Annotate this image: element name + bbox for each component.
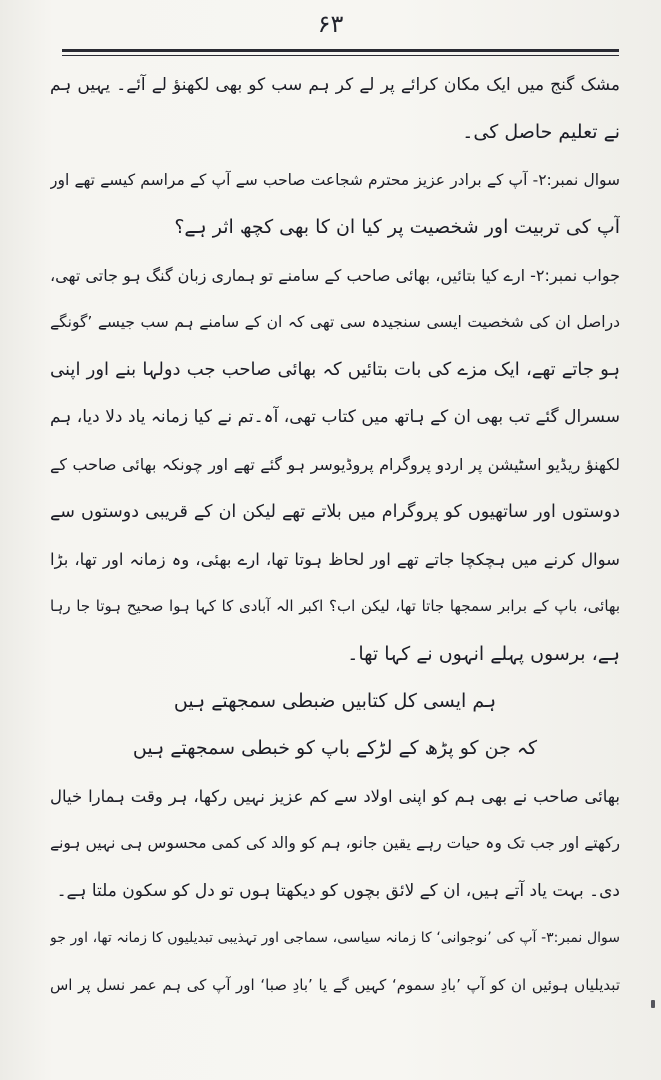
text-line: سوال کرنے میں ہچکچا جاتے تھے اور لحاظ ہوتا تھا، ارے بھئی، وہ زمانہ اور تھا، بڑا bbox=[50, 549, 620, 569]
page-edge-mark bbox=[651, 1000, 655, 1008]
verse-line: ہم ایسی کل کتابیں ضبطی سمجھتے ہیں bbox=[173, 690, 497, 713]
text-line: دوستوں اور ساتھیوں کو پروگرام میں بلاتے تھے لیکن ان کے قریبی دوستوں سے bbox=[50, 501, 620, 522]
text-line: آپ کی تربیت اور شخصیت پر کیا ان کا بھی کچھ اثر ہے؟ bbox=[174, 216, 620, 239]
text-line: نے تعلیم حاصل کی۔ bbox=[462, 121, 620, 144]
text-line: ہے، برسوں پہلے انہوں نے کہا تھا۔ bbox=[347, 642, 620, 665]
text-line: دی۔ بہت یاد آتے ہیں، ان کے لائق بچوں کو دیکھتا ہوں تو دل کو سکون ملتا ہے۔ bbox=[56, 880, 620, 901]
text-line: دراصل ان کی شخصیت ایسی سنجیدہ سی تھی کہ ان کے سامنے ہم سب جیسے ’گونگے bbox=[50, 312, 620, 331]
text-line: بھائی، باپ کے برابر سمجھا جاتا تھا، لیکن اب؟ اکبر الہ آبادی کا کہا ہوا صحیح ہوتا جا رہا bbox=[50, 597, 620, 616]
text-line: سوال نمبر:۲- آپ کے برادر عزیز محترم شجاعت صاحب سے آپ کے مراسم کیسے تھے اور bbox=[50, 170, 620, 189]
verse-line: کہ جن کو پڑھ کے لڑکے باپ کو خبطی سمجھتے ہیں bbox=[132, 737, 538, 760]
text-line: لکھنؤ ریڈیو اسٹیشن پر اردو پروگرام پروڈیوسر ہو گئے تھے اور چونکہ بھائی صاحب کے bbox=[50, 455, 620, 475]
body-text bbox=[50, 62, 620, 1010]
text-line: رکھتے اور جب تک وہ حیات رہے یقین جانو، ہم کو والد کی کمی محسوس ہی نہیں ہونے bbox=[50, 834, 620, 853]
text-line: بھائی صاحب نے بھی ہم کو اپنی اولاد سے کم عزیز نہیں رکھا، ہر وقت ہمارا خیال bbox=[50, 786, 620, 806]
text-line: سوال نمبر:۳- آپ کی ’نوجوانی‘ کا زمانہ سیاسی، سماجی اور تہذیبی تبدیلیوں کا زمانہ تھا، اور جو bbox=[50, 930, 620, 947]
text-line: جواب نمبر:۲- ارے کیا بتائیں، بھائی صاحب کے سامنے تو ہماری زبان گنگ ہو جاتی تھی، bbox=[50, 265, 620, 285]
text-line: ہو جاتے تھے، ایک مزے کی بات بتائیں کہ بھائی صاحب جب دولہا بنے اور اپنی bbox=[50, 359, 620, 381]
text-line: سسرال گئے تب بھی ان کے ہاتھ میں کتاب تھی، آہ۔تم نے کیا زمانہ یاد دلا دیا، ہم bbox=[50, 406, 620, 427]
text-line: مشک گنج میں ایک مکان کرائے پر لے کر ہم سب کو بھی لکھنؤ لے آئے۔ یہیں ہم bbox=[50, 75, 620, 95]
header-rule-thin bbox=[62, 55, 619, 56]
text-line: تبدیلیاں ہوئیں ان کو آپ ’بادِ سموم‘ کہیں گے یا ’بادِ صبا‘ اور آپ کی ہم عمر نسل پر اس bbox=[50, 976, 620, 995]
page-number: ۶۳ bbox=[317, 10, 344, 38]
header-rule bbox=[62, 49, 619, 52]
